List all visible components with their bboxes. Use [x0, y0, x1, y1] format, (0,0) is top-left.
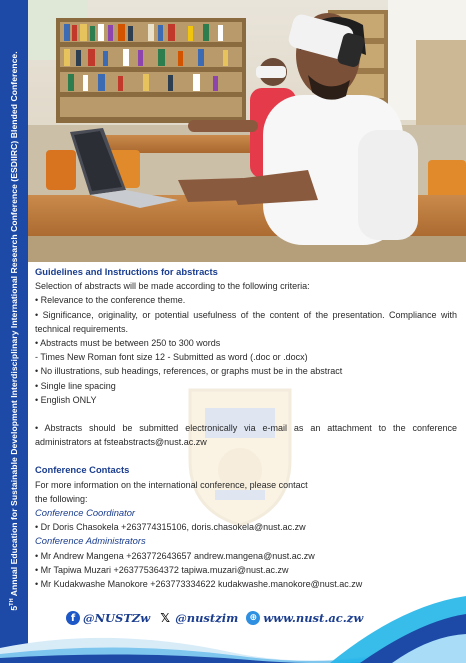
administrator-contact: • Mr Andrew Mangena +263772643657 andrew.mangena@nust.ac.zw: [35, 550, 315, 561]
administrator-contact: • Mr Tapiwa Muzari +263775364372 tapiwa.muzari@nust.ac.zw: [35, 564, 289, 575]
criteria-item: • Single line spacing: [35, 380, 116, 391]
side-banner-text: 5TH Annual Education for Sustainable Development Interdisciplinary International Research Conference (ESDIIRC) Blended Conference.: [9, 51, 19, 611]
facebook-link[interactable]: f @NUSTZw: [66, 611, 150, 625]
criteria-item: • English ONLY: [35, 394, 97, 405]
criteria-item: • Relevance to the conference theme.: [35, 295, 186, 306]
coordinator-heading: Conference Coordinator: [35, 507, 136, 519]
facebook-icon: f: [66, 611, 80, 625]
administrator-contact: • Mr Kudakwashe Manokore +263773334622 kudakwashe.manokore@nust.ac.zw: [35, 579, 363, 590]
footer-waves: [0, 596, 466, 663]
submission-instructions: • Abstracts should be submitted electronically via e-mail as an attachment to the conference administrators at fsteabstracts@nust.ac.zw: [35, 423, 457, 448]
website-link[interactable]: ⊕ www.nust.ac.zw: [246, 611, 363, 625]
criteria-item: - Times New Roman font size 12 - Submitted as word (.doc or .docx): [35, 352, 308, 363]
library-vr-photo: [28, 0, 466, 262]
contacts-intro: For more information on the international conference, please contact: [35, 479, 308, 490]
guidelines-title: Guidelines and Instructions for abstracts: [35, 266, 218, 277]
contacts-intro: the following:: [35, 493, 88, 504]
criteria-item: • No illustrations, sub headings, references, or graphs must be in the abstract: [35, 366, 343, 377]
coordinator-contact: • Dr Doris Chasokela +263774315106, doris.chasokela@nust.ac.zw: [35, 522, 306, 533]
side-banner: [0, 0, 28, 663]
criteria-item: • Abstracts must be between 250 to 300 words: [35, 338, 221, 349]
criteria-item: • Significance, originality, or potential usefulness of the content of the presentation. Compliance with technical requirements.: [35, 309, 457, 334]
guidelines-intro: Selection of abstracts will be made according to the following criteria:: [35, 281, 310, 292]
social-links: [66, 611, 363, 625]
contacts-title: Conference Contacts: [35, 464, 130, 476]
x-icon: 𝕏: [160, 611, 171, 625]
administrators-heading: Conference Administrators: [35, 535, 146, 547]
globe-icon: ⊕: [246, 611, 260, 625]
main-content: [35, 265, 457, 591]
x-link[interactable]: 𝕏 @nustzim: [158, 611, 238, 625]
